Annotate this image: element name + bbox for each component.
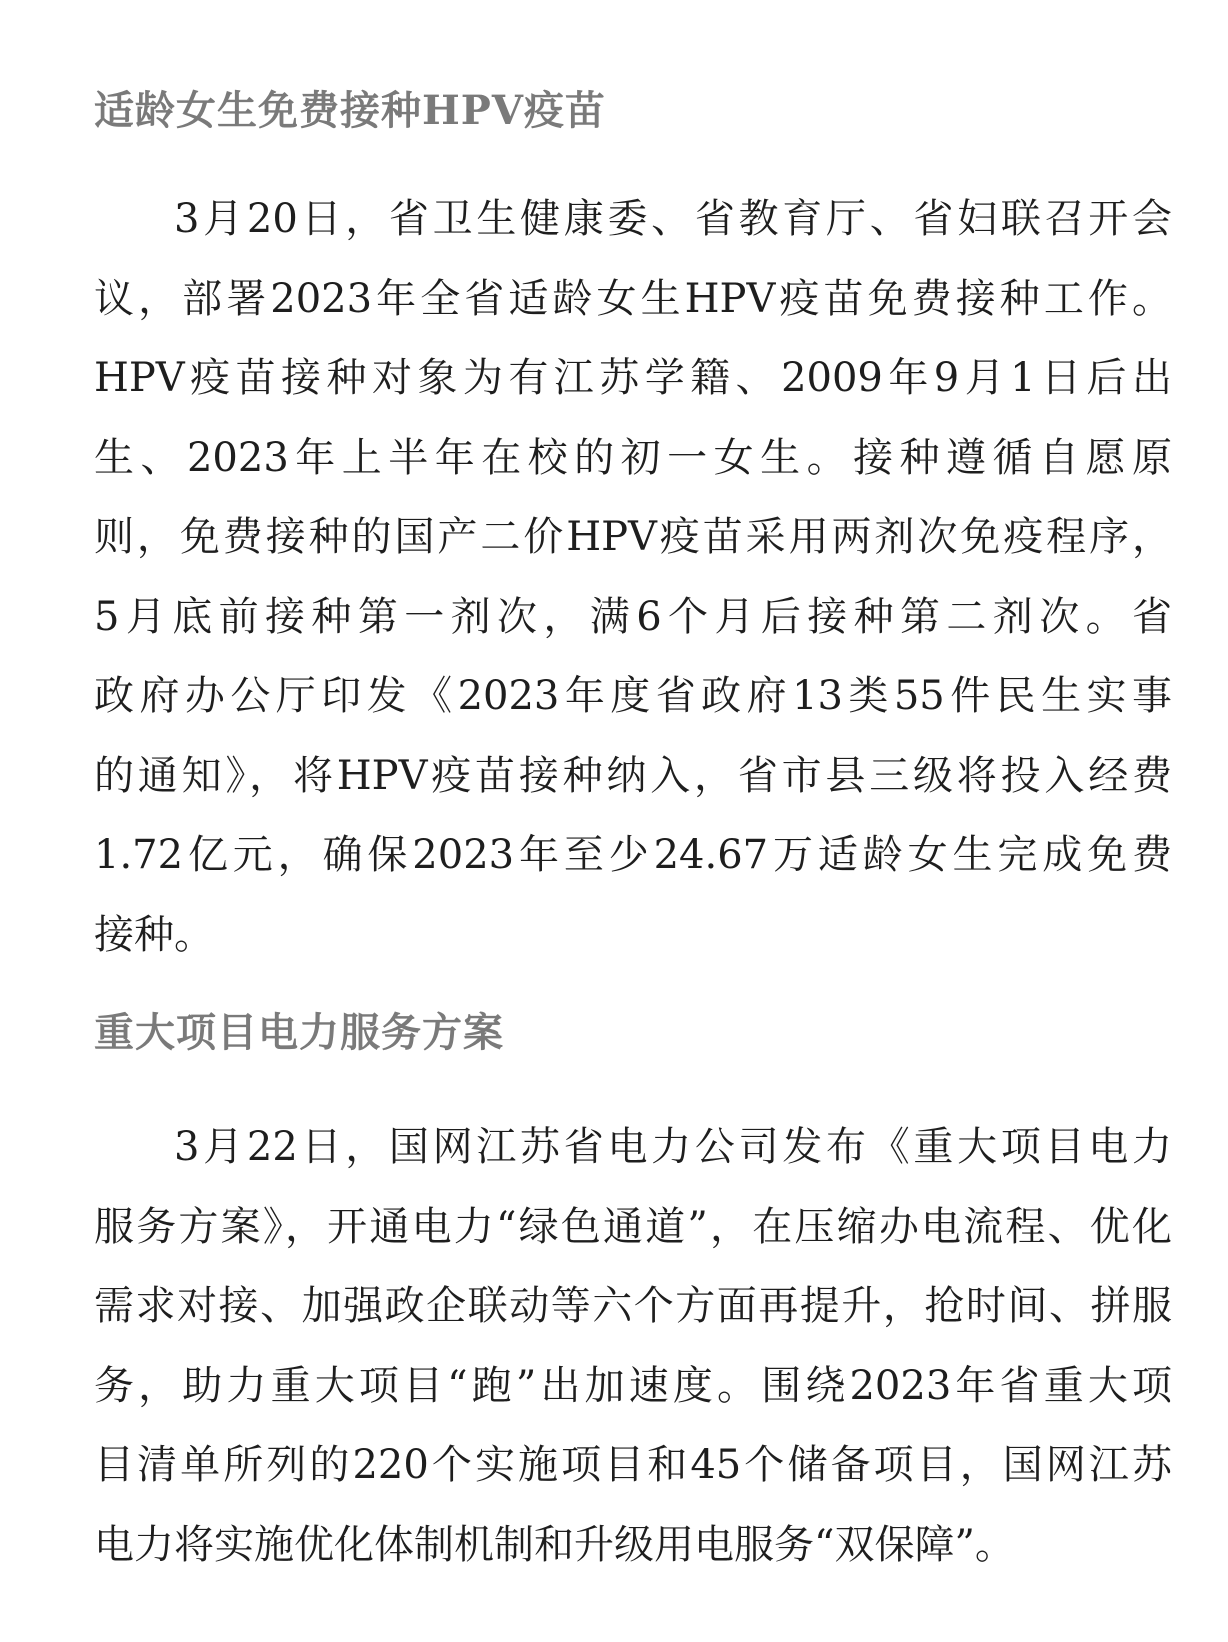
- paragraph-line: HPV疫苗接种对象为有江苏学籍、2009年9月1日后出: [94, 355, 1172, 401]
- section-heading-power: 重大项目电力服务方案: [94, 1009, 504, 1056]
- paragraph-line: 生、2023年上半年在校的初一女生。接种遵循自愿原: [94, 434, 1172, 481]
- paragraph-line: 则，免费接种的国产二价HPV疫苗采用两剂次免疫程序，: [94, 514, 1172, 560]
- paragraph-power: [94, 1108, 1172, 1585]
- paragraph-line: 5月底前接种第一剂次，满6个月后接种第二剂次。省: [94, 593, 1172, 640]
- paragraph-line: 电力将实施优化体制机制和升级用电服务“双保障”。: [94, 1521, 1015, 1568]
- paragraph-line: 需求对接、加强政企联动等六个方面再提升，抢时间、拼服: [94, 1283, 1172, 1329]
- paragraph-line: 接种。: [94, 911, 214, 958]
- paragraph-line: 3月22日，国网江苏省电力公司发布《重大项目电力: [174, 1124, 1172, 1170]
- paragraph-line: 议，部署2023年全省适龄女生HPV疫苗免费接种工作。: [94, 275, 1172, 322]
- paragraph-line: 3月20日，省卫生健康委、省教育厅、省妇联召开会: [174, 196, 1172, 242]
- section-heading-hpv: 适龄女生免费接种HPV疫苗: [94, 87, 606, 134]
- paragraph-line: 服务方案》，开通电力“绿色通道”，在压缩办电流程、优化: [94, 1203, 1172, 1250]
- paragraph-line: 的通知》，将HPV疫苗接种纳入，省市县三级将投入经费: [94, 752, 1172, 799]
- paragraph-line: 1.72亿元，确保2023年至少24.67万适龄女生完成免费: [94, 832, 1172, 878]
- paragraph-line: 目清单所列的220个实施项目和45个储备项目，国网江苏: [94, 1442, 1172, 1488]
- paragraph-line: 务，助力重大项目“跑”出加速度。围绕2023年省重大项: [94, 1362, 1172, 1409]
- paragraph-hpv: [94, 180, 1172, 975]
- paragraph-line: 政府办公厅印发《2023年度省政府13类55件民生实事: [94, 673, 1172, 719]
